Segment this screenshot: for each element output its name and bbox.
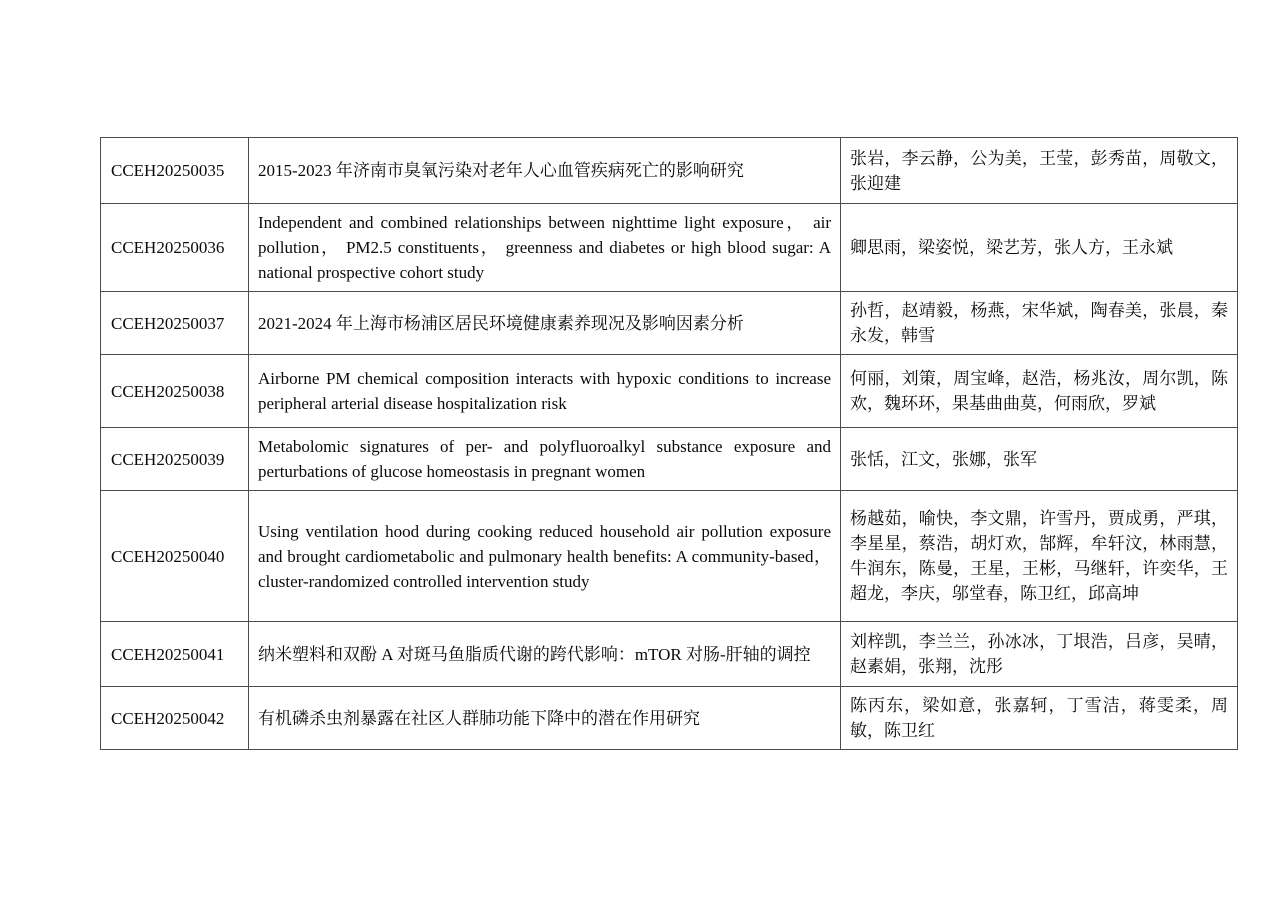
table-row (101, 355, 1238, 428)
table-row (101, 622, 1238, 687)
project-title: Independent and combined relationships between nighttime light exposure， air pollution， PM2.5 constituents， greenness and diabetes or high blood sugar: A national prospective cohort study (249, 204, 841, 292)
project-title: 2015-2023 年济南市臭氧污染对老年人心血管疾病死亡的影响研究 (249, 138, 841, 204)
project-title: Airborne PM chemical composition interacts with hypoxic conditions to increase peripheral arterial disease hospitalization risk (249, 355, 841, 428)
project-id: CCEH20250035 (101, 138, 249, 204)
project-title: Using ventilation hood during cooking reduced household air pollution exposure and brought cardiometabolic and pulmonary health benefits: A community-based， cluster-randomized controlled intervention study (249, 491, 841, 622)
project-id: CCEH20250042 (101, 687, 249, 750)
project-authors: 孙哲，赵靖毅，杨燕，宋华斌，陶春美，张晨，秦永发，韩雪 (841, 292, 1238, 355)
project-authors: 卿思雨，梁姿悦，梁艺芳，张人方，王永斌 (841, 204, 1238, 292)
project-authors: 刘梓凯，李兰兰，孙冰冰，丁垠浩，吕彦，吴晴，赵素娟，张翔，沈彤 (841, 622, 1238, 687)
table-row (101, 428, 1238, 491)
project-title: 纳米塑料和双酚 A 对斑马鱼脂质代谢的跨代影响：mTOR 对肠-肝轴的调控 (249, 622, 841, 687)
table-row (101, 204, 1238, 292)
project-id: CCEH20250036 (101, 204, 249, 292)
project-list-table (100, 137, 1238, 750)
table-row (101, 138, 1238, 204)
table-row (101, 687, 1238, 750)
table-row (101, 292, 1238, 355)
project-authors: 何丽，刘策，周宝峰，赵浩，杨兆汝，周尔凯，陈欢，魏环环，果基曲曲莫，何雨欣，罗斌 (841, 355, 1238, 428)
project-authors: 杨越茹，喻快，李文鼎，许雪丹，贾成勇，严琪，李星星，蔡浩，胡灯欢，郜辉，牟轩汶，林雨慧，牛润东，陈曼，王星，王彬，马继轩，许奕华，王超龙，李庆，邬堂春，陈卫红，邱高坤 (841, 491, 1238, 622)
project-id: CCEH20250037 (101, 292, 249, 355)
project-id: CCEH20250038 (101, 355, 249, 428)
project-authors: 张岩，李云静，公为美，王莹，彭秀苗，周敬文，张迎建 (841, 138, 1238, 204)
project-title: 2021-2024 年上海市杨浦区居民环境健康素养现况及影响因素分析 (249, 292, 841, 355)
project-title: Metabolomic signatures of per- and polyfluoroalkyl substance exposure and perturbations of glucose homeostasis in pregnant women (249, 428, 841, 491)
project-authors: 陈丙东，梁如意，张嘉轲，丁雪洁，蒋雯柔，周敏，陈卫红 (841, 687, 1238, 750)
project-authors: 张恬，江文，张娜，张军 (841, 428, 1238, 491)
project-title: 有机磷杀虫剂暴露在社区人群肺功能下降中的潜在作用研究 (249, 687, 841, 750)
table-row (101, 491, 1238, 622)
project-id: CCEH20250041 (101, 622, 249, 687)
project-id: CCEH20250039 (101, 428, 249, 491)
project-id: CCEH20250040 (101, 491, 249, 622)
